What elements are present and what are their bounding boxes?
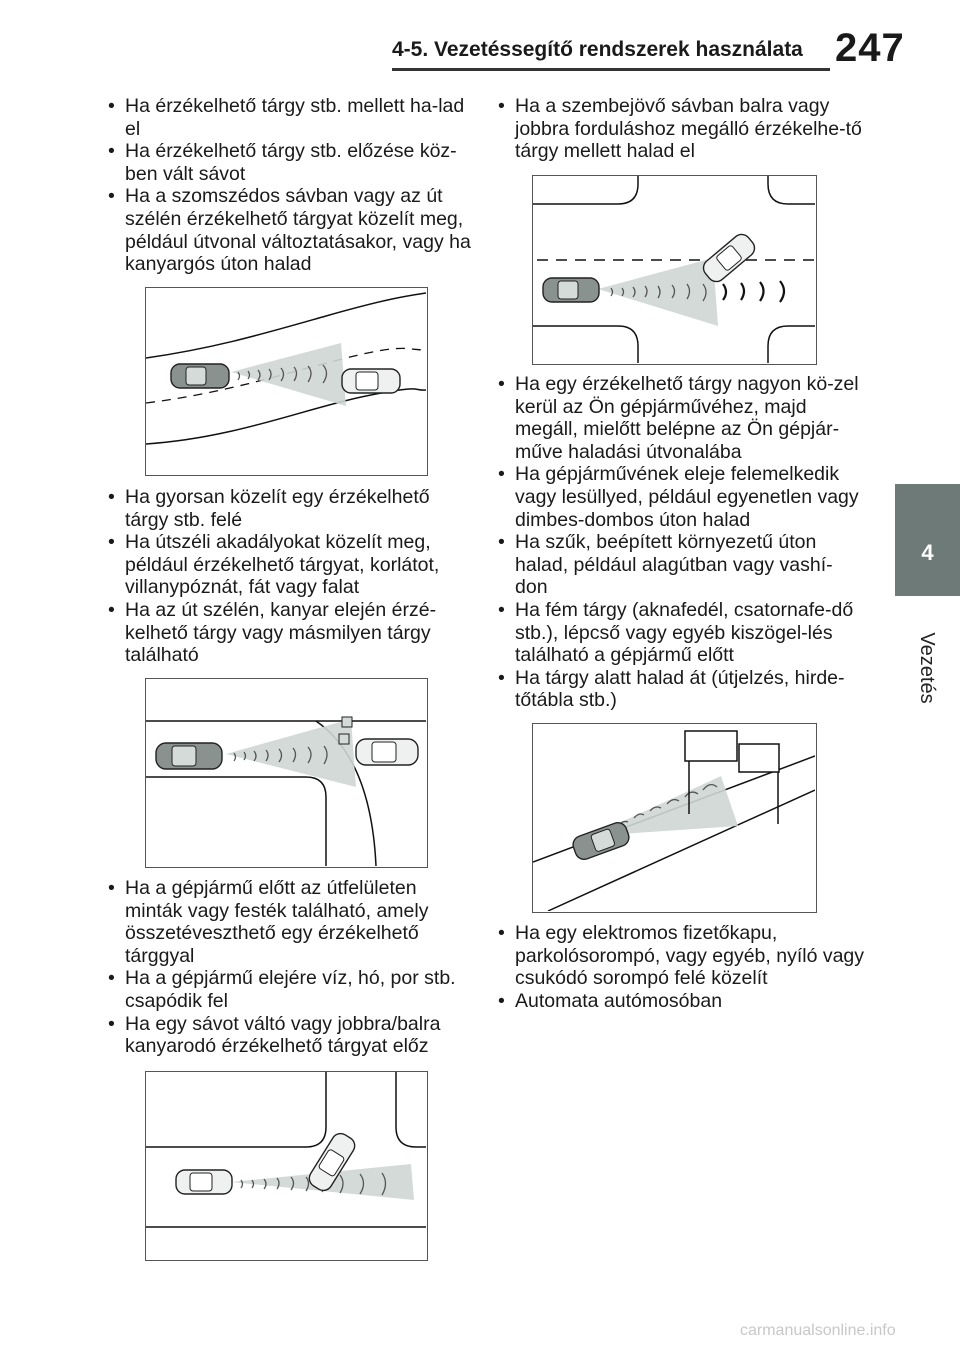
bullet-list-left-1 — [105, 95, 475, 276]
list-item: • Ha a szomszédos sávban vagy az út szélén érzékelhető tárgyat közelít meg, például útvonal változtatásakor, vagy ha kanyargós úton halad — [105, 185, 475, 275]
section-title: 4-5. Vezetéssegítő rendszerek használata — [392, 38, 803, 61]
list-item: • Automata autómosóban — [495, 990, 865, 1013]
header-divider — [392, 68, 830, 71]
bullet-list-left-2 — [105, 486, 475, 667]
list-item: • Ha tárgy alatt halad át (útjelzés, hirde-tőtábla stb.) — [495, 667, 865, 712]
bullet-list-right-1 — [495, 95, 865, 163]
list-item: • Ha a szembejövő sávban balra vagy jobbra forduláshoz megálló érzékelhe-tő tárgy mellett halad el — [495, 95, 865, 163]
list-item: • Ha szűk, beépített környezetű úton halad, például alagútban vagy vashí-don — [495, 531, 865, 599]
illustration-oncoming-turn — [532, 175, 817, 365]
bullet-list-right-3 — [495, 922, 865, 1012]
list-item: • Ha érzékelhető tárgy stb. mellett ha-lad el — [105, 95, 475, 140]
list-item: • Ha a gépjármű elejére víz, hó, por stb. csapódik fel — [105, 967, 475, 1012]
illustration-corner-obstacle — [145, 678, 428, 868]
list-item: • Ha az út szélén, kanyar elején érzé-kelhető tárgy vagy másmilyen tárgy található — [105, 599, 475, 667]
list-item: • Ha gépjárművének eleje felemelkedik vagy lesüllyed, például egyenetlen vagy dimbes-dombos úton halad — [495, 463, 865, 531]
bullet-list-right-2 — [495, 373, 865, 712]
page-number: 247 — [835, 26, 905, 70]
illustration-turning-vehicle — [145, 1071, 428, 1261]
chapter-number: 4 — [921, 540, 934, 565]
list-item: • Ha útszéli akadályokat közelít meg, például érzékelhető tárgyat, korlátot, villanypóznát, fát vagy falat — [105, 531, 475, 599]
watermark: carmanualsonline.info — [740, 1322, 896, 1339]
list-item: • Ha egy elektromos fizetőkapu, parkolósorompó, vagy egyéb, nyíló vagy csukódó sorompó felé közelít — [495, 922, 865, 990]
list-item: • Ha egy érzékelhető tárgy nagyon kö-zel kerül az Ön gépjárművéhez, majd megáll, mielőtt belépne az Ön gépjár-műve haladási útvonalába — [495, 373, 865, 463]
list-item: • Ha gyorsan közelít egy érzékelhető tárgy stb. felé — [105, 486, 475, 531]
list-item: • Ha a gépjármű előtt az útfelületen minták vagy festék található, amely összetéveszthető egy érzékelhető tárggyal — [105, 877, 475, 967]
list-item: • Ha fém tárgy (aknafedél, csatornafe-dő stb.), lépcső vagy egyéb kiszögel-lés található a gépjármű előtt — [495, 599, 865, 667]
illustration-overhead-sign — [532, 723, 817, 913]
list-item: • Ha érzékelhető tárgy stb. előzése köz-ben vált sávot — [105, 140, 475, 185]
chapter-label: Vezetés — [916, 632, 938, 704]
list-item: • Ha egy sávot váltó vagy jobbra/balra kanyarodó érzékelhető tárgyat előz — [105, 1013, 475, 1058]
illustration-curved-road — [145, 287, 428, 476]
bullet-list-left-3 — [105, 877, 475, 1058]
